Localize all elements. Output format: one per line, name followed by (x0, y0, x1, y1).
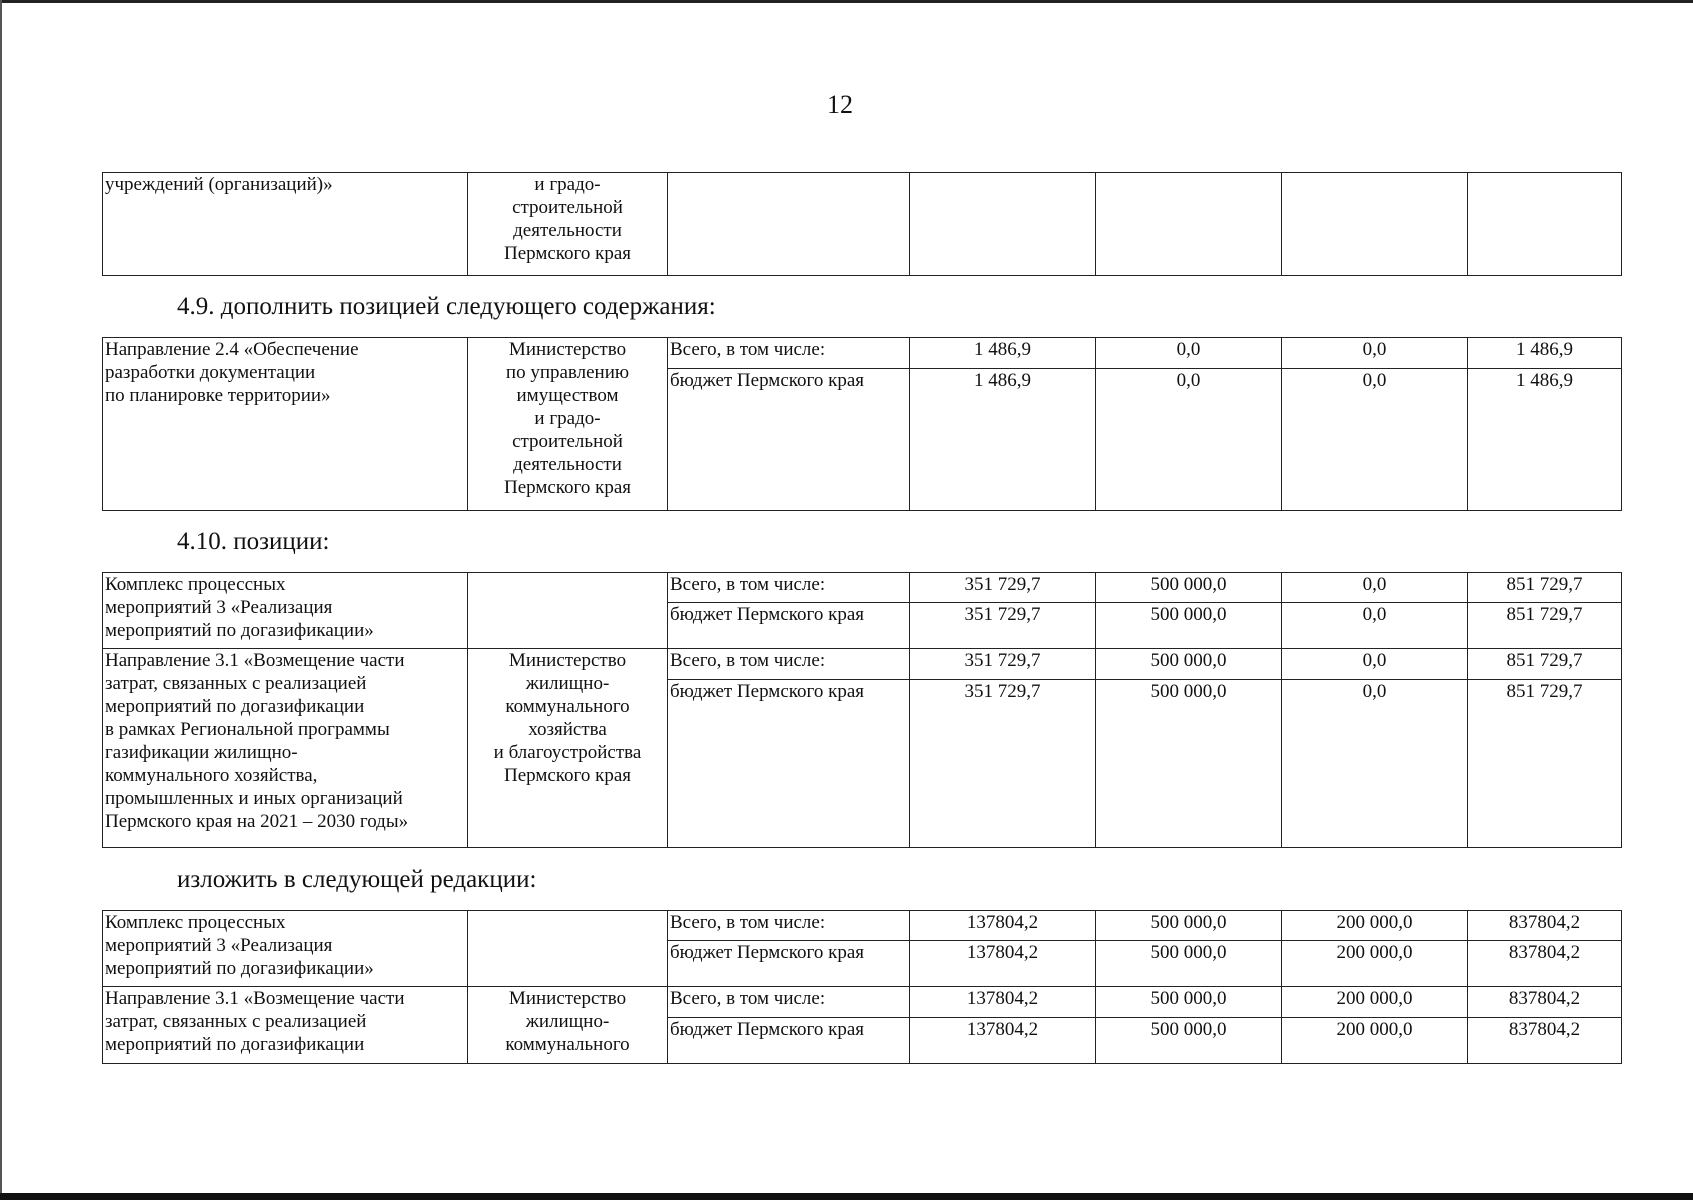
value-cell: 837804,2 (1468, 1018, 1622, 1064)
value-cell: 851 729,7 (1468, 573, 1622, 603)
source-cell: бюджет Пермского края (668, 603, 910, 649)
table-row (103, 649, 1622, 680)
measure-name-cell: учреждений (организаций)» (103, 173, 468, 276)
table-4-10 (102, 572, 1622, 848)
table-row (103, 911, 1622, 941)
value-cell: 200 000,0 (1282, 911, 1468, 941)
value-cell: 500 000,0 (1096, 649, 1282, 680)
executor-cell: Министерство по управлению имуществом и градо- строительной деятельности Пермского края (468, 338, 668, 511)
value-cell: 1 486,9 (1468, 369, 1622, 511)
table-row (103, 987, 1622, 1018)
value-cell (1096, 173, 1282, 276)
value-cell: 351 729,7 (910, 680, 1096, 848)
executor-cell: Министерство жилищно- коммунального (468, 987, 668, 1064)
value-cell: 0,0 (1096, 338, 1282, 369)
value-cell: 351 729,7 (910, 649, 1096, 680)
value-cell: 500 000,0 (1096, 680, 1282, 848)
value-cell (1282, 173, 1468, 276)
source-cell: Всего, в том числе: (668, 911, 910, 941)
value-cell: 0,0 (1282, 649, 1468, 680)
source-cell: бюджет Пермского края (668, 369, 910, 511)
value-cell: 1 486,9 (1468, 338, 1622, 369)
continuation-table (102, 172, 1622, 276)
value-cell: 351 729,7 (910, 603, 1096, 649)
complex-name-cell: Комплекс процессных мероприятий 3 «Реализация мероприятий по догазификации» (103, 911, 468, 987)
source-cell: Всего, в том числе: (668, 649, 910, 680)
table-new-edition (102, 910, 1622, 1064)
value-cell: 1 486,9 (910, 338, 1096, 369)
value-cell: 351 729,7 (910, 573, 1096, 603)
direction-name-cell: Направление 3.1 «Возмещение части затрат, связанных с реализацией мероприятий по догазификации в рамках Региональной программы газификации жилищно- коммунального хозяйства, промышленных и иных организаций Пермского края на 2021 – 2030 годы» (103, 649, 468, 848)
scan-top-edge (0, 0, 1693, 3)
direction-name-cell: Направление 3.1 «Возмещение части затрат, связанных с реализацией мероприятий по догазификации (103, 987, 468, 1064)
value-cell: 0,0 (1282, 573, 1468, 603)
value-cell: 500 000,0 (1096, 911, 1282, 941)
executor-cell: Министерство жилищно- коммунального хозяйства и благоустройства Пермского края (468, 649, 668, 848)
value-cell: 137804,2 (910, 987, 1096, 1018)
value-cell: 0,0 (1096, 369, 1282, 511)
value-cell: 500 000,0 (1096, 941, 1282, 987)
source-cell: бюджет Пермского края (668, 680, 910, 848)
executor-cell (468, 911, 668, 987)
value-cell: 851 729,7 (1468, 649, 1622, 680)
page-number: 12 (827, 90, 853, 119)
value-cell: 500 000,0 (1096, 603, 1282, 649)
value-cell: 500 000,0 (1096, 573, 1282, 603)
table-row (103, 573, 1622, 603)
value-cell: 837804,2 (1468, 911, 1622, 941)
measure-name-cell: Направление 2.4 «Обеспечение разработки документации по планировке территории» (103, 338, 468, 511)
source-cell: бюджет Пермского края (668, 941, 910, 987)
table-row (103, 338, 1622, 369)
value-cell: 851 729,7 (1468, 680, 1622, 848)
section-heading-4-9: 4.9. дополнить позицией следующего содержания: (177, 293, 716, 320)
value-cell: 137804,2 (910, 1018, 1096, 1064)
complex-name-cell: Комплекс процессных мероприятий 3 «Реализация мероприятий по догазификации» (103, 573, 468, 649)
executor-cell: и градо- строительной деятельности Пермского края (468, 173, 668, 276)
value-cell: 1 486,9 (910, 369, 1096, 511)
value-cell: 500 000,0 (1096, 987, 1282, 1018)
value-cell: 500 000,0 (1096, 1018, 1282, 1064)
source-cell: Всего, в том числе: (668, 987, 910, 1018)
value-cell: 851 729,7 (1468, 603, 1622, 649)
source-cell: Всего, в том числе: (668, 338, 910, 369)
value-cell: 837804,2 (1468, 987, 1622, 1018)
value-cell: 0,0 (1282, 680, 1468, 848)
table-row (103, 173, 1622, 276)
source-cell: Всего, в том числе: (668, 573, 910, 603)
value-cell (1468, 173, 1622, 276)
scan-bottom-edge (0, 1193, 1693, 1200)
value-cell: 837804,2 (1468, 941, 1622, 987)
value-cell: 137804,2 (910, 941, 1096, 987)
value-cell: 200 000,0 (1282, 987, 1468, 1018)
value-cell: 0,0 (1282, 603, 1468, 649)
value-cell: 137804,2 (910, 911, 1096, 941)
value-cell: 0,0 (1282, 369, 1468, 511)
value-cell: 200 000,0 (1282, 1018, 1468, 1064)
scan-left-edge (0, 0, 2, 1200)
executor-cell (468, 573, 668, 649)
section-heading-new-edition: изложить в следующей редакции: (177, 866, 537, 893)
source-cell: бюджет Пермского края (668, 1018, 910, 1064)
source-cell (668, 173, 910, 276)
value-cell: 0,0 (1282, 338, 1468, 369)
table-4-9 (102, 337, 1622, 511)
value-cell: 200 000,0 (1282, 941, 1468, 987)
value-cell (910, 173, 1096, 276)
section-heading-4-10: 4.10. позиции: (177, 528, 330, 555)
